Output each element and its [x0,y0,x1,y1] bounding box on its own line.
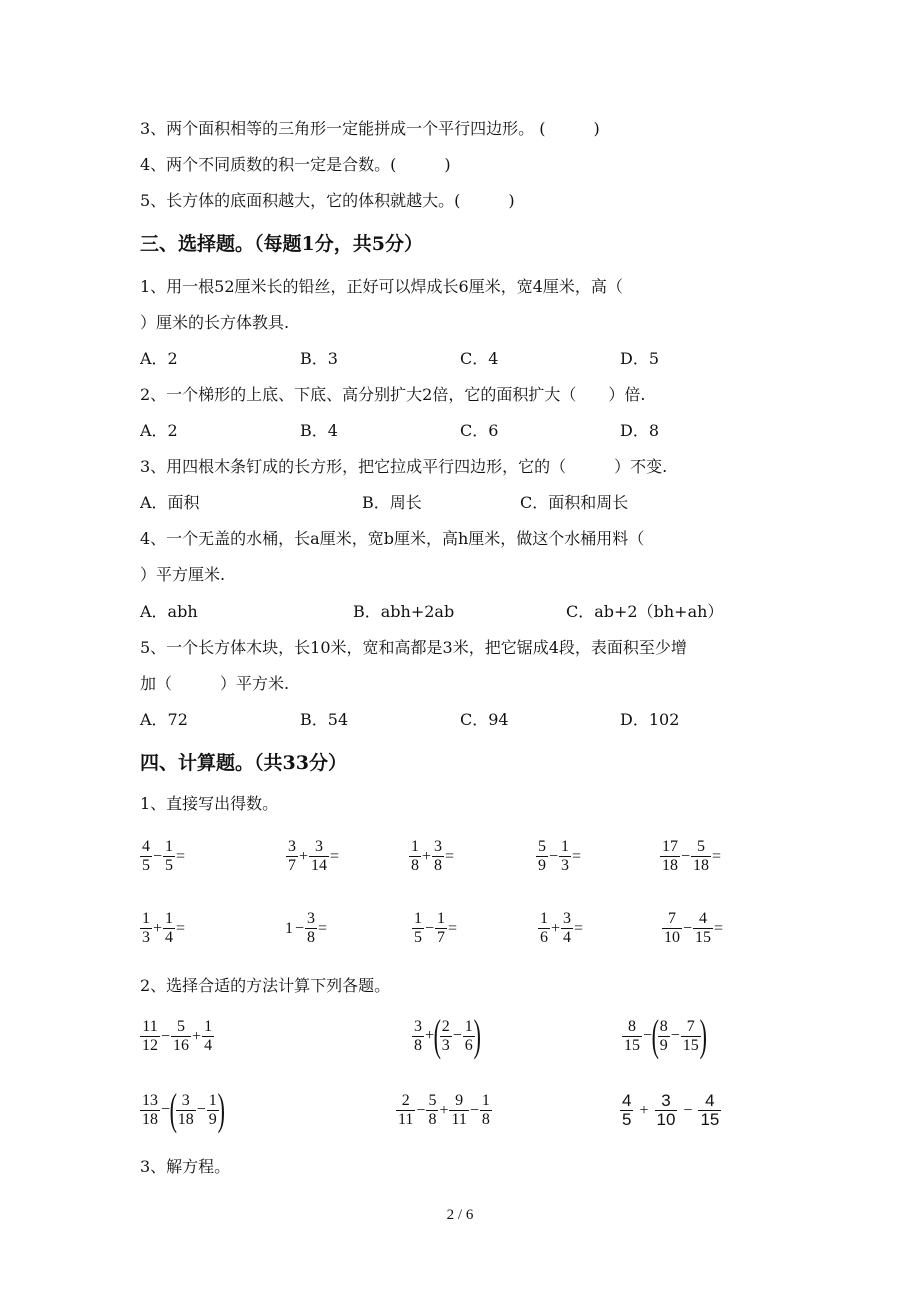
direct-calc-3: $\frac{1}{8}$ + $\frac{3}{8}$ = [411,838,455,874]
judge-question-5: 5、长方体的底面积越大，它的体积就越大。( ) [140,191,515,210]
fraction: $\frac{7}{15}$ [682,1017,699,1054]
judge-question-4: 4、两个不同质数的积一定是合数。( ) [140,155,451,174]
direct-calc-7: 1 − $\frac{3}{8}$ = [285,910,328,946]
fraction: $\frac{4}{15}$ [695,910,712,946]
choice-q1-line2: ）厘米的长方体教具. [140,313,290,332]
calc-sub1-title: 1、直接写出得数。 [140,794,279,813]
choice-q3-option-a: A．面积 [140,493,200,512]
choice-q5-option-a: A．72 [140,710,188,729]
choice-q5-line2: 加（ ）平方米. [140,674,290,693]
fraction: $\frac{3}{18}$ [177,1091,194,1128]
fraction: $\frac{1}{6}$ [464,1017,473,1054]
choice-q1-line1: 1、用一根52厘米长的铅丝，正好可以焊成长6厘米，宽4厘米，高（ [140,277,623,296]
judge-question-3: 3、两个面积相等的三角形一定能拼成一个平行四边形。 ( ) [140,119,600,138]
fraction: $\frac{3}{14}$ [311,838,328,874]
direct-calc-2: $\frac{3}{7}$ + $\frac{3}{14}$ = [288,838,340,874]
fraction: $\frac{3}{4}$ [563,910,572,946]
choice-q5-option-d: D．102 [620,710,680,729]
choice-q4-option-a: A．abh [140,602,198,621]
direct-calc-1: $\frac{4}{5}$ − $\frac{1}{5}$ = [142,838,186,874]
fraction: $\frac{1}{3}$ [142,910,150,946]
fraction: $\frac{3}{8}$ [434,838,443,874]
fraction: $\frac{4}{5}$ [142,838,150,874]
fraction: $\frac{3}{10}$ [656,1091,676,1129]
choice-q4-option-b: B．abh+2ab [353,602,455,621]
calc-problem-2: $\frac{3}{8}$ +( $\frac{2}{3}$ − $\frac{1}{6}$ ) [414,1011,481,1060]
direct-calc-4: $\frac{5}{9}$ − $\frac{1}{3}$ = [538,838,582,874]
calc-sub3-title: 3、解方程。 [140,1157,231,1176]
fraction: $\frac{3}{8}$ [307,910,316,946]
choice-q4-option-c: C．ab+2（bh+ah） [566,602,724,621]
direct-calc-5: $\frac{17}{18}$ − $\frac{5}{18}$ = [662,838,722,874]
fraction: $\frac{9}{11}$ [451,1092,467,1128]
choice-q1-option-b: B．3 [300,349,338,368]
fraction: $\frac{4}{15}$ [700,1091,720,1129]
fraction: $\frac{3}{8}$ [414,1017,422,1054]
fraction: $\frac{17}{18}$ [662,838,678,874]
fraction: $\frac{1}{8}$ [481,1092,490,1128]
calc-problem-3: $\frac{8}{15}$ −( $\frac{8}{9}$ − $\frac{7}{15}$ ) [624,1011,707,1060]
fraction: $\frac{1}{5}$ [414,910,422,946]
fraction: $\frac{1}{9}$ [208,1091,217,1128]
fraction: $\frac{1}{5}$ [165,838,174,874]
choice-q4-line2: ）平方厘米. [140,565,226,584]
choice-q3-option-c: C．面积和周长 [520,493,629,512]
fraction: $\frac{5}{9}$ [538,838,546,874]
section4-title: 四、计算题。（共33分） [140,752,347,774]
fraction: $\frac{5}{16}$ [173,1018,190,1054]
fraction: $\frac{8}{9}$ [659,1017,668,1054]
choice-q1-option-c: C．4 [460,349,499,368]
direct-calc-10: $\frac{7}{10}$ − $\frac{4}{15}$ = [664,910,724,946]
calc-sub2-title: 2、选择合适的方法计算下列各题。 [140,976,391,995]
choice-q5-option-b: B．54 [300,710,349,729]
choice-q2-option-b: B．4 [300,421,338,440]
fraction: $\frac{1}{4}$ [204,1018,213,1054]
choice-q1-option-a: A．2 [140,349,178,368]
choice-q2-option-a: A．2 [140,421,178,440]
fraction: $\frac{4}{5}$ [622,1091,632,1129]
fraction: $\frac{3}{7}$ [288,838,296,874]
choice-q2-option-c: C．6 [460,421,499,440]
direct-calc-8: $\frac{1}{5}$ − $\frac{1}{7}$ = [414,910,458,946]
direct-calc-9: $\frac{1}{6}$ + $\frac{3}{4}$ = [540,910,584,946]
fraction: $\frac{2}{11}$ [398,1092,414,1128]
fraction: $\frac{7}{10}$ [664,910,680,946]
calc-problem-1: $\frac{11}{12}$ − $\frac{5}{16}$ + $\frac{1}{4}$ [142,1018,213,1054]
fraction: $\frac{5}{8}$ [428,1092,437,1128]
fraction: $\frac{5}{18}$ [693,838,710,874]
calc-problem-5: $\frac{2}{11}$ − $\frac{5}{8}$ + $\frac{9}{11}$ − $\frac{1}{8}$ [398,1092,490,1128]
fraction: $\frac{1}{7}$ [437,910,446,946]
choice-q3-option-b: B．周长 [362,493,422,512]
choice-q5-line1: 5、一个长方体木块，长10米，宽和高都是3米，把它锯成4段，表面积至少增 [140,638,687,657]
fraction: $\frac{13}{18}$ [142,1091,158,1128]
choice-q5-option-c: C．94 [460,710,509,729]
choice-q1-option-d: D．5 [620,349,660,368]
fraction: $\frac{2}{3}$ [441,1017,450,1054]
fraction: $\frac{11}{12}$ [142,1018,158,1054]
direct-calc-6: $\frac{1}{3}$ + $\frac{1}{4}$ = [142,910,186,946]
page-number: 2 / 6 [446,1207,474,1223]
fraction: $\frac{1}{3}$ [561,838,570,874]
fraction: $\frac{1}{8}$ [411,838,419,874]
calc-problem-4: $\frac{13}{18}$ −( $\frac{3}{18}$ − $\frac{1}{9}$ ) [142,1085,225,1134]
fraction: $\frac{8}{15}$ [624,1017,640,1054]
choice-q4-line1: 4、一个无盖的水桶，长a厘米，宽b厘米，高h厘米，做这个水桶用料（ [140,529,645,548]
fraction: $\frac{1}{6}$ [540,910,548,946]
calc-problem-6: $\frac{4}{5}$ + $\frac{3}{10}$ − $\frac{4}{15}$ [622,1091,720,1129]
choice-q3-line1: 3、用四根木条钉成的长方形，把它拉成平行四边形，它的（ ）不变. [140,457,668,476]
section3-title: 三、选择题。（每题1分，共5分） [140,233,423,255]
fraction: $\frac{1}{4}$ [165,910,174,946]
choice-q2-option-d: D．8 [620,421,660,440]
choice-q2-line1: 2、一个梯形的上底、下底、高分别扩大2倍，它的面积扩大（ ）倍. [140,385,646,404]
